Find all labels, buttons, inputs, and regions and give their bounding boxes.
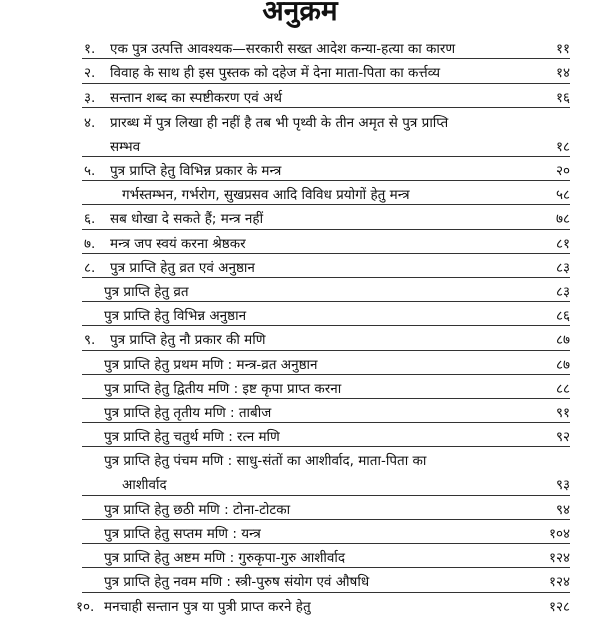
toc-entry — [0, 112, 600, 134]
toc-subentry — [0, 281, 600, 303]
entry-title: मनचाही सन्तान पुत्र या पुत्री प्राप्त करने हेतु — [104, 599, 311, 615]
entry-title: पुत्र प्राप्ति हेतु नवम मणि : स्त्री-पुरुष संयोग एवं औषधि — [104, 574, 370, 590]
toc-entry — [0, 87, 600, 109]
entry-title: पुत्र प्राप्ति हेतु छठी मणि : टोना-टोटका — [104, 502, 291, 518]
entry-page: १०४ — [548, 526, 570, 542]
entry-title-continued: सम्भव — [110, 139, 141, 155]
entry-page: ८८ — [555, 381, 570, 397]
entry-page: १६ — [555, 90, 570, 106]
entry-title: सन्तान शब्द का स्पष्टीकरण एवं अर्थ — [110, 90, 282, 106]
toc-subentry — [0, 378, 600, 400]
toc-entry — [0, 596, 600, 615]
toc-subentry — [0, 305, 600, 327]
entry-page: ९२ — [555, 429, 570, 445]
entry-number: ३. — [84, 90, 96, 106]
entry-number: ४. — [84, 115, 96, 131]
entry-page: ९३ — [555, 477, 570, 493]
entry-page: ११ — [555, 41, 570, 57]
toc-entry — [0, 160, 600, 182]
entry-title: पुत्र प्राप्ति हेतु व्रत — [104, 284, 189, 300]
entry-title: विवाह के साथ ही इस पुस्तक को दहेज में देना माता-पिता का कर्त्तव्य — [110, 65, 441, 81]
toc-entry — [0, 233, 600, 255]
entry-title: पुत्र प्राप्ति हेतु अष्टम मणि : गुरुकृपा-गुरु आशीर्वाद — [104, 550, 346, 566]
entry-number: ९. — [84, 332, 96, 348]
toc-entry — [0, 257, 600, 279]
toc-subentry — [0, 499, 600, 521]
entry-page: ९४ — [555, 502, 570, 518]
toc-entry-continuation — [0, 136, 600, 158]
entry-page: ८६ — [555, 308, 570, 324]
entry-page: ८१ — [555, 236, 570, 252]
toc-subentry — [0, 402, 600, 424]
toc-subentry — [0, 547, 600, 569]
entry-page: १२८ — [548, 599, 570, 615]
entry-page: ८७ — [555, 332, 570, 348]
entry-page: ५८ — [555, 187, 570, 203]
entry-page: ८३ — [555, 260, 570, 276]
entry-number: २. — [84, 65, 96, 81]
entry-page: १२४ — [548, 574, 570, 590]
toc-subentry — [0, 450, 600, 472]
entry-title: पुत्र प्राप्ति हेतु द्वितीय मणि : इष्ट कृपा प्राप्त करना — [104, 381, 342, 397]
entry-number: ८. — [84, 260, 96, 276]
entry-title-continued: आशीर्वाद — [122, 477, 167, 493]
toc-entry — [0, 62, 600, 84]
entry-title: पुत्र प्राप्ति हेतु विभिन्न प्रकार के मन्त्र — [110, 163, 282, 179]
entry-page: २० — [555, 163, 570, 179]
entry-page: ८७ — [555, 357, 570, 373]
page-title: अनुक्रम — [262, 0, 338, 27]
entry-page: ८३ — [555, 284, 570, 300]
entry-page: ९१ — [555, 405, 570, 421]
entry-title: पुत्र प्राप्ति हेतु नौ प्रकार की मणि — [110, 332, 266, 348]
entry-title: प्रारब्ध में पुत्र लिखा ही नहीं है तब भी पृथ्वी के तीन अमृत से पुत्र प्राप्ति — [110, 115, 449, 131]
entry-title: एक पुत्र उत्पत्ति आवश्यक—सरकारी सख्त आदेश कन्या-हत्या का कारण — [110, 41, 456, 57]
entry-title: पुत्र प्राप्ति हेतु विभिन्न अनुष्ठान — [104, 308, 247, 324]
entry-page: १८ — [555, 139, 570, 155]
entry-page: १२४ — [548, 550, 570, 566]
entry-number: ७. — [84, 236, 96, 252]
entry-title: पुत्र प्राप्ति हेतु तृतीय मणि : ताबीज — [104, 405, 272, 421]
entry-number: १०. — [76, 599, 95, 615]
entry-title: पुत्र प्राप्ति हेतु सप्तम मणि : यन्त्र — [104, 526, 261, 542]
entry-title: पुत्र प्राप्ति हेतु पंचम मणि : साधु-संतों का आशीर्वाद, माता-पिता का — [104, 453, 427, 469]
entry-title: पुत्र प्राप्ति हेतु प्रथम मणि : मन्त्र-व्रत अनुष्ठान — [104, 357, 318, 373]
entry-page: ७८ — [555, 211, 570, 227]
toc-subentry — [0, 426, 600, 448]
toc-entry — [0, 329, 600, 351]
entry-number: ५. — [84, 163, 96, 179]
toc-subentry — [0, 184, 600, 206]
entry-page: १४ — [555, 65, 570, 81]
entry-title: पुत्र प्राप्ति हेतु व्रत एवं अनुष्ठान — [110, 260, 255, 276]
entry-number: १. — [84, 41, 96, 57]
toc-entry — [0, 208, 600, 230]
entry-number: ६. — [84, 211, 96, 227]
toc-subentry-continuation — [0, 474, 600, 496]
toc-entry — [0, 38, 600, 60]
toc-subentry — [0, 571, 600, 593]
entry-title: सब धोखा दे सकते हैं; मन्त्र नहीं — [110, 211, 264, 227]
toc-subentry — [0, 354, 600, 376]
entry-title: गर्भस्तम्भन, गर्भरोग, सुखप्रसव आदि विविध प्रयोगों हेतु मन्त्र — [122, 187, 410, 203]
entry-title: मन्त्र जप स्वयं करना श्रेष्ठकर — [110, 236, 246, 252]
toc-subentry — [0, 523, 600, 545]
entry-title: पुत्र प्राप्ति हेतु चतुर्थ मणि : रत्न मणि — [104, 429, 280, 445]
